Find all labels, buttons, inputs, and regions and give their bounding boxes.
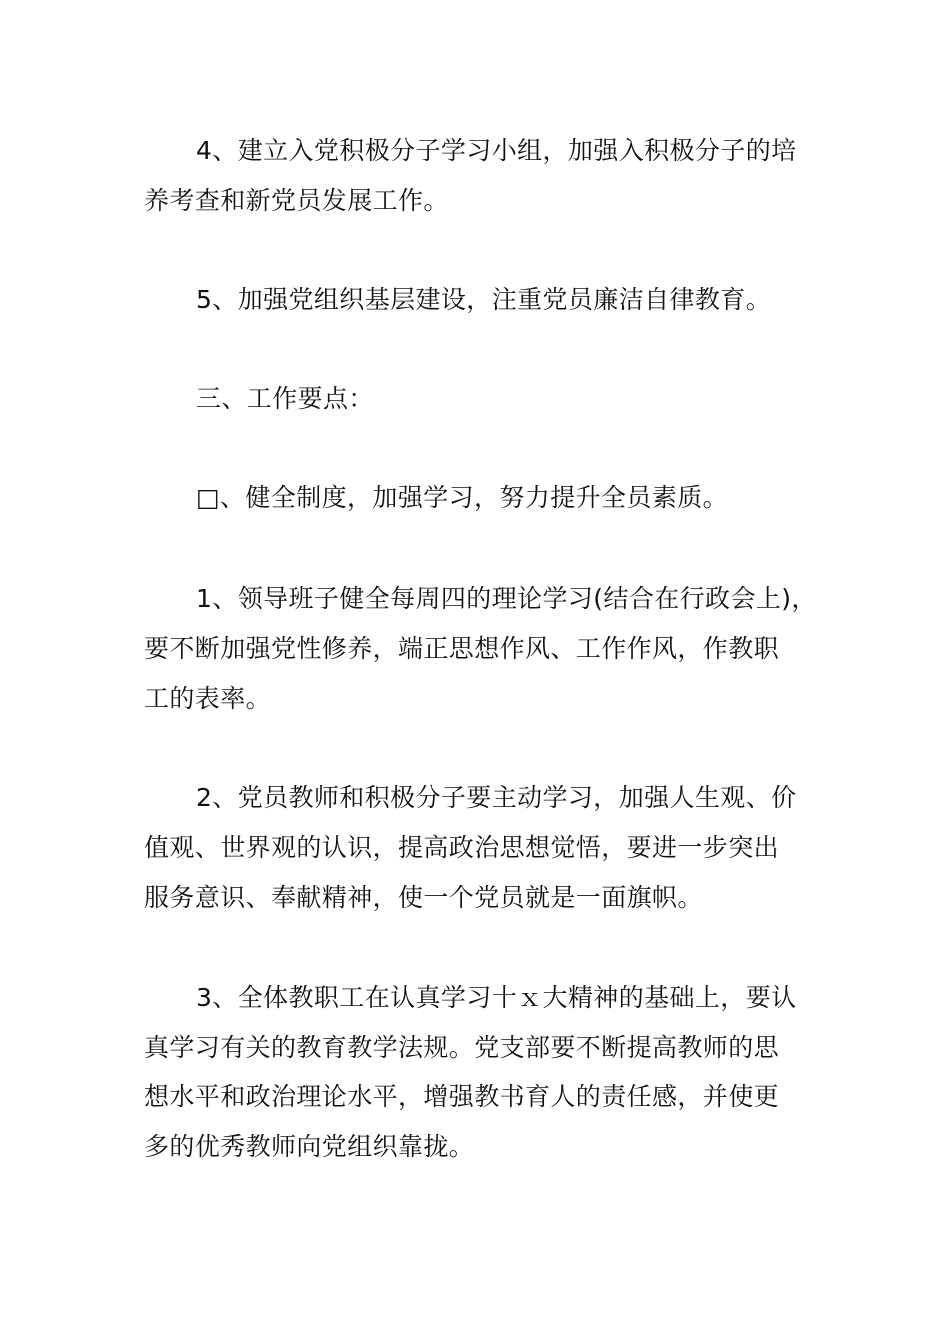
paragraph-line: 3、全体教职工在认真学习十ｘ大精神的基础上，要认 [196,983,797,1012]
paragraph-line: 1、领导班子健全每周四的理论学习(结合在行政会上)， [196,584,817,613]
paragraph-line: 4、建立入党积极分子学习小组，加强入积极分子的培 [196,136,797,165]
paragraph-line: 多的优秀教师向党组织靠拢。 [144,1132,475,1161]
paragraph-line: 工的表率。 [144,684,272,713]
subsection-heading-text: □、健全制度，加强学习，努力提升全员素质。 [196,483,729,512]
paragraph-line: 2、党员教师和积极分子要主动学习，加强人生观、价 [196,783,797,812]
section-heading-text: 三、工作要点： [196,384,374,413]
paragraph-line: 想水平和政治理论水平，增强教书育人的责任感，并使更 [144,1082,780,1111]
paragraph-line: 真学习有关的教育教学法规。党支部要不断提高教师的思 [144,1033,780,1062]
paragraph-line: 值观、世界观的认识，提高政治思想觉悟，要进一步突出 [144,833,780,862]
paragraph-line: 养考查和新党员发展工作。 [144,186,449,215]
paragraph-line: 要不断加强党性修养，端正思想作风、工作作风，作教职 [144,634,780,663]
paragraph-line: 服务意识、奉献精神，使一个党员就是一面旗帜。 [144,883,703,912]
paragraph-line: 5、加强党组织基层建设，注重党员廉洁自律教育。 [196,285,772,314]
